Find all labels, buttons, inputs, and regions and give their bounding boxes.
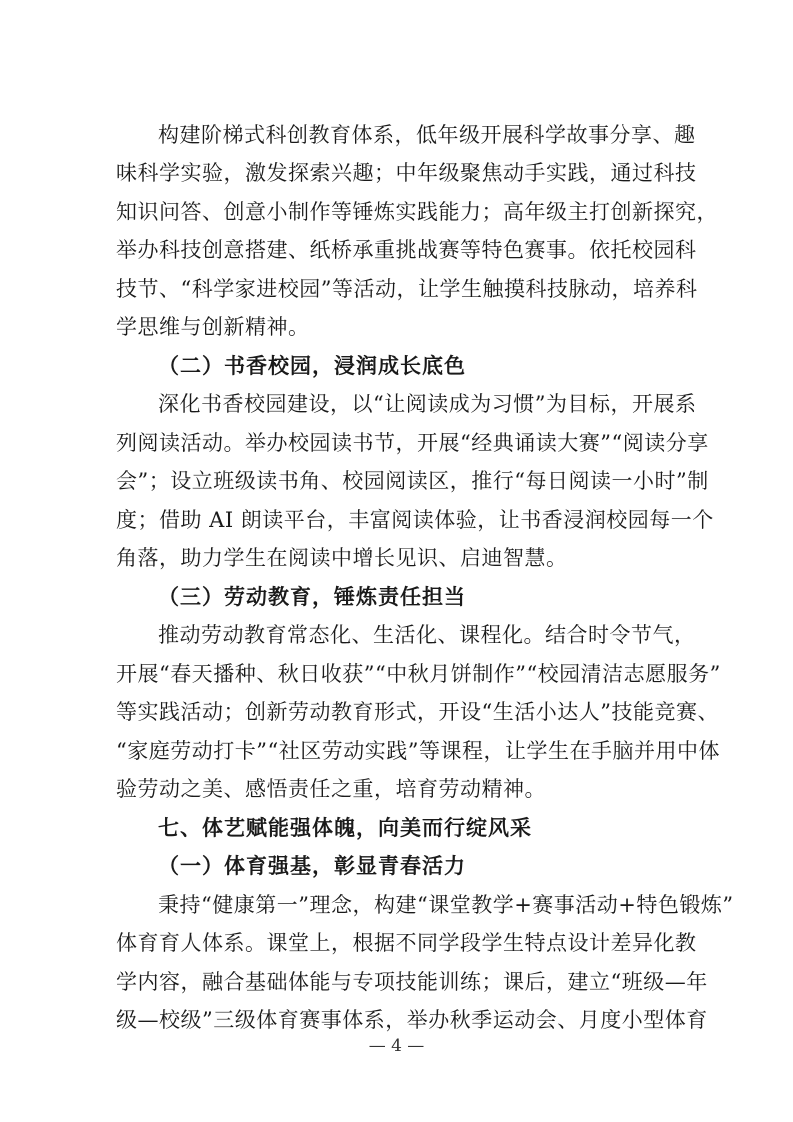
section-heading-labor: （三）劳动教育，锤炼责任担当	[158, 585, 466, 609]
section-heading-reading: （二）书香校园，浸润成长底色	[158, 354, 466, 378]
paragraph-line: 会”；设立班级读书角、校园阅读区，推行“每日阅读一小时”制	[116, 469, 709, 493]
paragraph-line: 深化书香校园建设，以“让阅读成为习惯”为目标，开展系	[158, 392, 697, 416]
paragraph-line: 推动劳动教育常态化、生活化、课程化。结合时令节气，	[158, 623, 696, 647]
paragraph-line: 等实践活动；创新劳动教育形式，开设“生活小达人”技能竞赛、	[116, 700, 719, 724]
paragraph-line: 体育育人体系。课堂上，根据不同学段学生特点设计差异化教	[116, 931, 697, 955]
paragraph-line: 开展“春天播种、秋日收获”“中秋月饼制作”“校园清洁志愿服务”	[116, 662, 721, 686]
paragraph-line: 列阅读活动。举办校园读书节，开展“经典诵读大赛”“阅读分享	[116, 431, 709, 455]
section-heading-sports: （一）体育强基，彰显青春活力	[158, 854, 466, 878]
paragraph-line: 学内容，融合基础体能与专项技能训练；课后，建立“班级—年	[116, 970, 708, 994]
paragraph-line: 味科学实验，激发探索兴趣；中年级聚焦动手实践，通过科技	[116, 161, 697, 185]
page-number: — 4 —	[368, 1036, 425, 1056]
paragraph-line: 构建阶梯式科创教育体系，低年级开展科学故事分享、趣	[158, 123, 696, 147]
paragraph-line: 角落，助力学生在阅读中增长见识、启迪智慧。	[116, 546, 568, 570]
paragraph-line: 技节、“科学家进校园”等活动，让学生触摸科技脉动，培养科	[116, 277, 698, 301]
paragraph-line: 举办科技创意搭建、纸桥承重挑战赛等特色赛事。依托校园科	[116, 238, 697, 262]
paragraph-line: “家庭劳动打卡”“社区劳动实践”等课程，让学生在手脑并用中体	[116, 739, 720, 763]
paragraph-line: 知识问答、创意小制作等锤炼实践能力；高年级主打创新探究，	[116, 200, 718, 224]
paragraph-line: 级—校级”三级体育赛事体系，举办秋季运动会、月度小型体育	[116, 1008, 708, 1032]
paragraph-line: 验劳动之美、感悟责任之重，培育劳动精神。	[116, 777, 546, 801]
chapter-heading: 七、体艺赋能强体魄，向美而行绽风采	[158, 816, 532, 840]
paragraph-line: 度；借助 AI 朗读平台，丰富阅读体验，让书香浸润校园每一个	[116, 508, 714, 532]
paragraph-line: 秉持“健康第一”理念，构建“课堂教学+赛事活动+特色锻炼”	[158, 893, 734, 917]
paragraph-line: 学思维与创新精神。	[116, 315, 310, 339]
